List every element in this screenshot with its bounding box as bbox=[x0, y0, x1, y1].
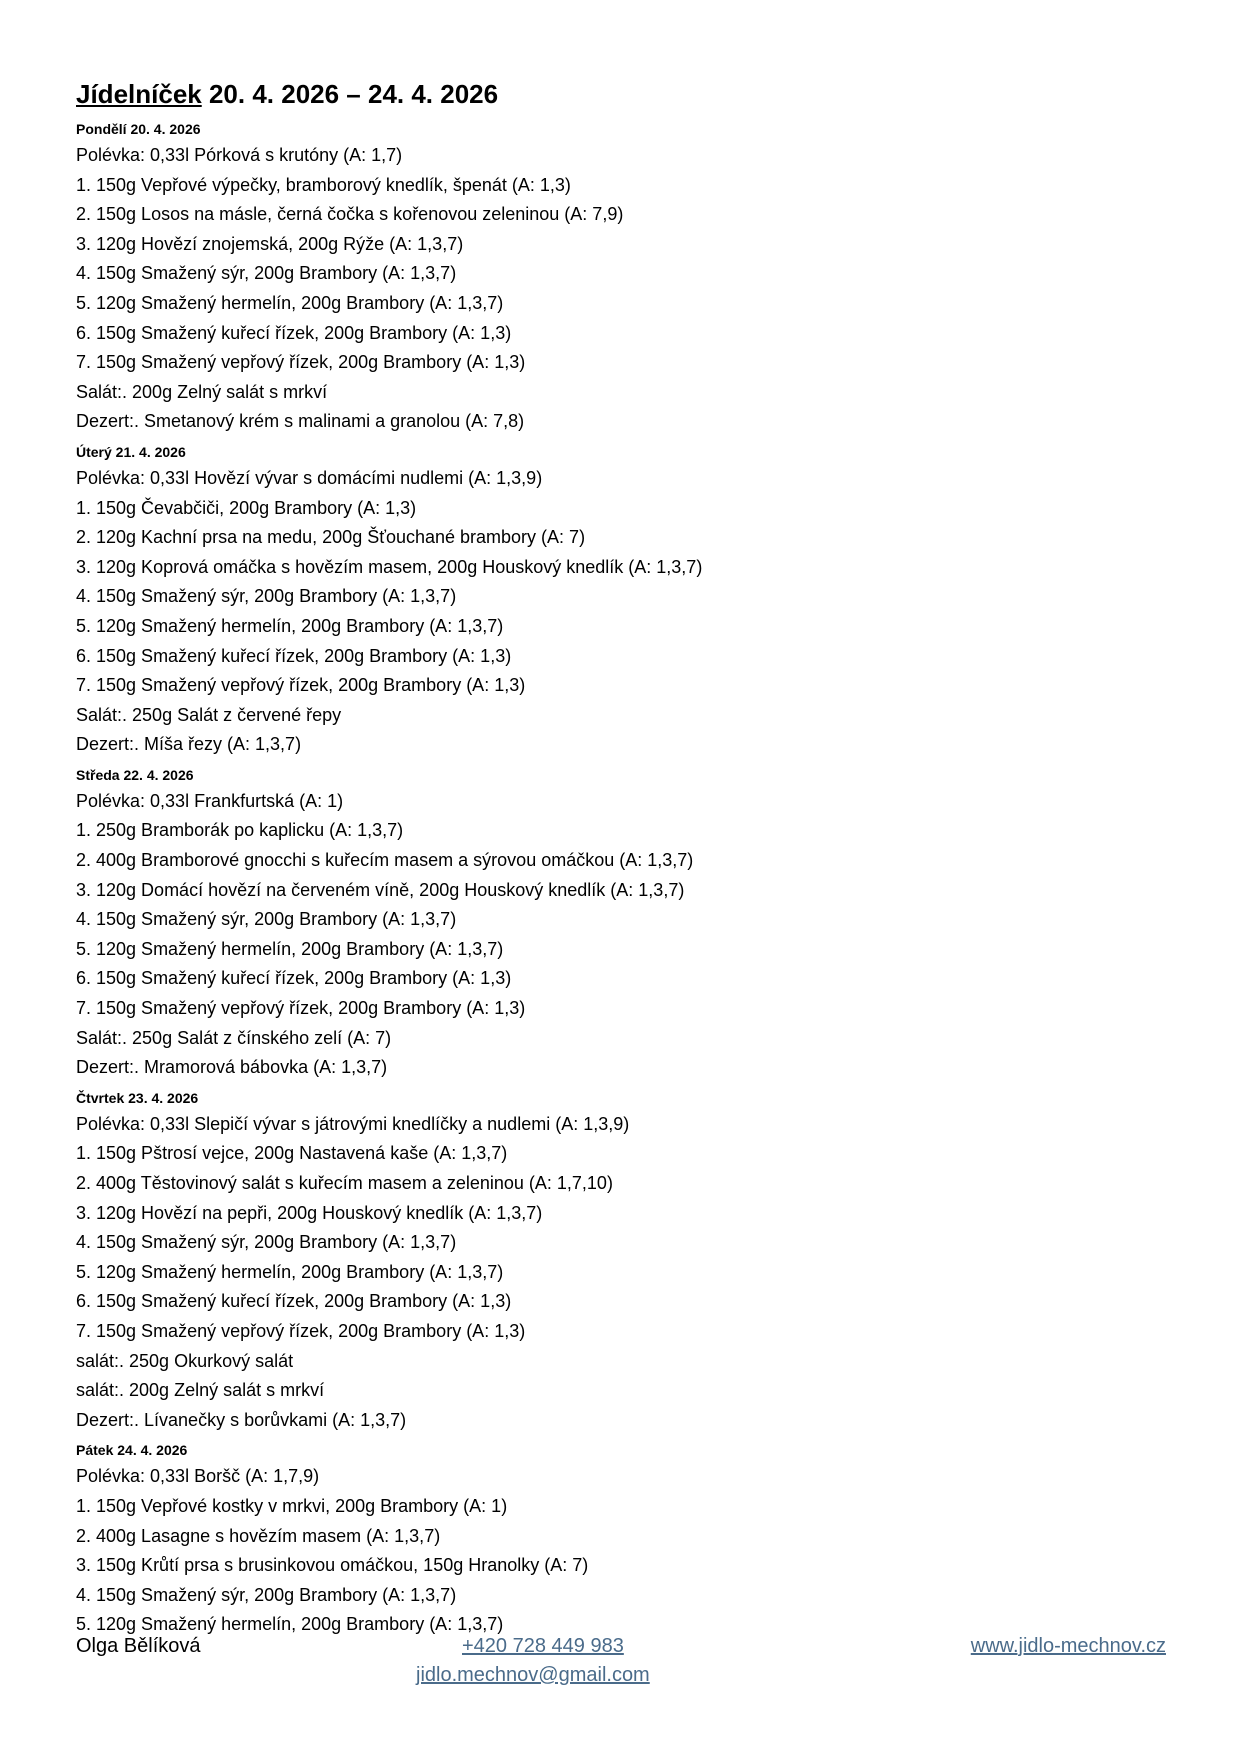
footer-web-link[interactable]: www.jidlo-mechnov.cz bbox=[970, 1635, 1166, 1657]
day-heading: Středa 22. 4. 2026 bbox=[76, 766, 194, 783]
title-dates: 20. 4. 2026 – 24. 4. 2026 bbox=[201, 79, 499, 109]
menu-line: 4. 150g Smažený sýr, 200g Brambory (A: 1,3,7) bbox=[76, 1232, 457, 1253]
footer-email-link[interactable]: jidlo.mechnov@gmail.com bbox=[416, 1664, 650, 1686]
menu-line: Polévka: 0,33l Hovězí vývar s domácími nudlemi (A: 1,3,9) bbox=[76, 467, 543, 488]
menu-line: 1. 250g Bramborák po kaplicku (A: 1,3,7) bbox=[76, 820, 404, 841]
menu-line: 3. 120g Koprová omáčka s hovězím masem, 200g Houskový knedlík (A: 1,3,7) bbox=[76, 556, 703, 577]
menu-document bbox=[76, 74, 1166, 1640]
menu-line: Salát:. 250g Salát z čínského zelí (A: 7) bbox=[76, 1027, 392, 1048]
menu-line: 4. 150g Smažený sýr, 200g Brambory (A: 1,3,7) bbox=[76, 909, 457, 930]
menu-line: 1. 150g Čevabčiči, 200g Brambory (A: 1,3) bbox=[76, 497, 417, 518]
menu-line: 4. 150g Smažený sýr, 200g Brambory (A: 1,3,7) bbox=[76, 263, 457, 284]
menu-line: 5. 120g Smažený hermelín, 200g Brambory (A: 1,3,7) bbox=[76, 1261, 504, 1282]
day-section bbox=[76, 118, 1166, 437]
menu-line: 6. 150g Smažený kuřecí řízek, 200g Brambory (A: 1,3) bbox=[76, 322, 512, 343]
menu-line: 2. 150g Losos na másle, černá čočka s kořenovou zeleninou (A: 7,9) bbox=[76, 204, 624, 225]
menu-line: 7. 150g Smažený vepřový řízek, 200g Brambory (A: 1,3) bbox=[76, 352, 526, 373]
menu-line: Polévka: 0,33l Pórková s krutóny (A: 1,7) bbox=[76, 145, 403, 165]
menu-line: 6. 150g Smažený kuřecí řízek, 200g Brambory (A: 1,3) bbox=[76, 645, 512, 666]
menu-line: Dezert:. Mramorová bábovka (A: 1,3,7) bbox=[76, 1057, 388, 1078]
day-section bbox=[76, 1439, 1166, 1640]
menu-line: salát:. 200g Zelný salát s mrkví bbox=[76, 1380, 325, 1401]
footer bbox=[76, 1632, 1166, 1702]
menu-line: Polévka: 0,33l Slepičí vývar s játrovými knedlíčky a nudlemi (A: 1,3,9) bbox=[76, 1113, 630, 1134]
menu-line: Salát:. 250g Salát z červené řepy bbox=[76, 704, 342, 725]
menu-line: 6. 150g Smažený kuřecí řízek, 200g Brambory (A: 1,3) bbox=[76, 1291, 512, 1312]
menu-line: 1. 150g Pštrosí vejce, 200g Nastavená kaše (A: 1,3,7) bbox=[76, 1143, 508, 1164]
day-section bbox=[76, 1087, 1166, 1436]
menu-line: 5. 120g Smažený hermelín, 200g Brambory (A: 1,3,7) bbox=[76, 292, 504, 313]
menu-line: 3. 120g Hovězí znojemská, 200g Rýže (A: 1,3,7) bbox=[76, 233, 464, 254]
menu-line: 2. 400g Lasagne s hovězím masem (A: 1,3,7) bbox=[76, 1525, 441, 1546]
menu-line: 1. 150g Vepřové kostky v mrkvi, 200g Brambory (A: 1) bbox=[76, 1495, 508, 1516]
menu-line: Dezert:. Lívanečky s borůvkami (A: 1,3,7) bbox=[76, 1409, 407, 1430]
menu-line: 4. 150g Smažený sýr, 200g Brambory (A: 1,3,7) bbox=[76, 586, 457, 607]
menu-line: 3. 150g Krůtí prsa s brusinkovou omáčkou, 150g Hranolky (A: 7) bbox=[76, 1555, 589, 1576]
menu-line: Salát:. 200g Zelný salát s mrkví bbox=[76, 381, 328, 402]
menu-line: 2. 400g Bramborové gnocchi s kuřecím masem a sýrovou omáčkou (A: 1,3,7) bbox=[76, 850, 694, 871]
days-container bbox=[76, 118, 1166, 1640]
day-heading: Čtvrtek 23. 4. 2026 bbox=[76, 1089, 199, 1106]
menu-line: 2. 400g Těstovinový salát s kuřecím masem a zeleninou (A: 1,7,10) bbox=[76, 1173, 613, 1193]
menu-line: 7. 150g Smažený vepřový řízek, 200g Brambory (A: 1,3) bbox=[76, 1320, 526, 1341]
menu-line: 6. 150g Smažený kuřecí řízek, 200g Brambory (A: 1,3) bbox=[76, 968, 512, 989]
menu-line: 4. 150g Smažený sýr, 200g Brambory (A: 1,3,7) bbox=[76, 1584, 457, 1605]
menu-line: 5. 120g Smažený hermelín, 200g Brambory (A: 1,3,7) bbox=[76, 938, 504, 959]
menu-line: 5. 120g Smažený hermelín, 200g Brambory (A: 1,3,7) bbox=[76, 615, 504, 636]
day-section bbox=[76, 441, 1166, 760]
day-heading: Pondělí 20. 4. 2026 bbox=[76, 121, 201, 137]
menu-line: 2. 120g Kachní prsa na medu, 200g Šťouchané brambory (A: 7) bbox=[76, 527, 586, 548]
day-section bbox=[76, 764, 1166, 1083]
menu-line: 7. 150g Smažený vepřový řízek, 200g Brambory (A: 1,3) bbox=[76, 675, 526, 696]
footer-phone-link[interactable]: +420 728 449 983 bbox=[462, 1635, 624, 1657]
menu-line: Dezert:. Míša řezy (A: 1,3,7) bbox=[76, 734, 302, 755]
day-heading: Pátek 24. 4. 2026 bbox=[76, 1442, 188, 1459]
menu-line: 5. 120g Smažený hermelín, 200g Brambory (A: 1,3,7) bbox=[76, 1614, 504, 1635]
menu-line: salát:. 250g Okurkový salát bbox=[76, 1350, 294, 1371]
title-word: Jídelníček bbox=[76, 79, 202, 109]
day-heading: Úterý 21. 4. 2026 bbox=[76, 443, 186, 460]
page-title bbox=[76, 74, 1166, 114]
menu-line: 7. 150g Smažený vepřový řízek, 200g Brambory (A: 1,3) bbox=[76, 998, 526, 1019]
menu-line: 3. 120g Hovězí na pepři, 200g Houskový knedlík (A: 1,3,7) bbox=[76, 1202, 543, 1223]
menu-line: 3. 120g Domácí hovězí na červeném víně, 200g Houskový knedlík (A: 1,3,7) bbox=[76, 879, 685, 900]
menu-line: 1. 150g Vepřové výpečky, bramborový knedlík, špenát (A: 1,3) bbox=[76, 174, 571, 195]
menu-line: Polévka: 0,33l Frankfurtská (A: 1) bbox=[76, 790, 344, 811]
footer-name: Olga Bělíková bbox=[76, 1635, 201, 1657]
menu-line: Dezert:. Smetanový krém s malinami a granolou (A: 7,8) bbox=[76, 411, 525, 432]
menu-line: Polévka: 0,33l Boršč (A: 1,7,9) bbox=[76, 1466, 320, 1487]
